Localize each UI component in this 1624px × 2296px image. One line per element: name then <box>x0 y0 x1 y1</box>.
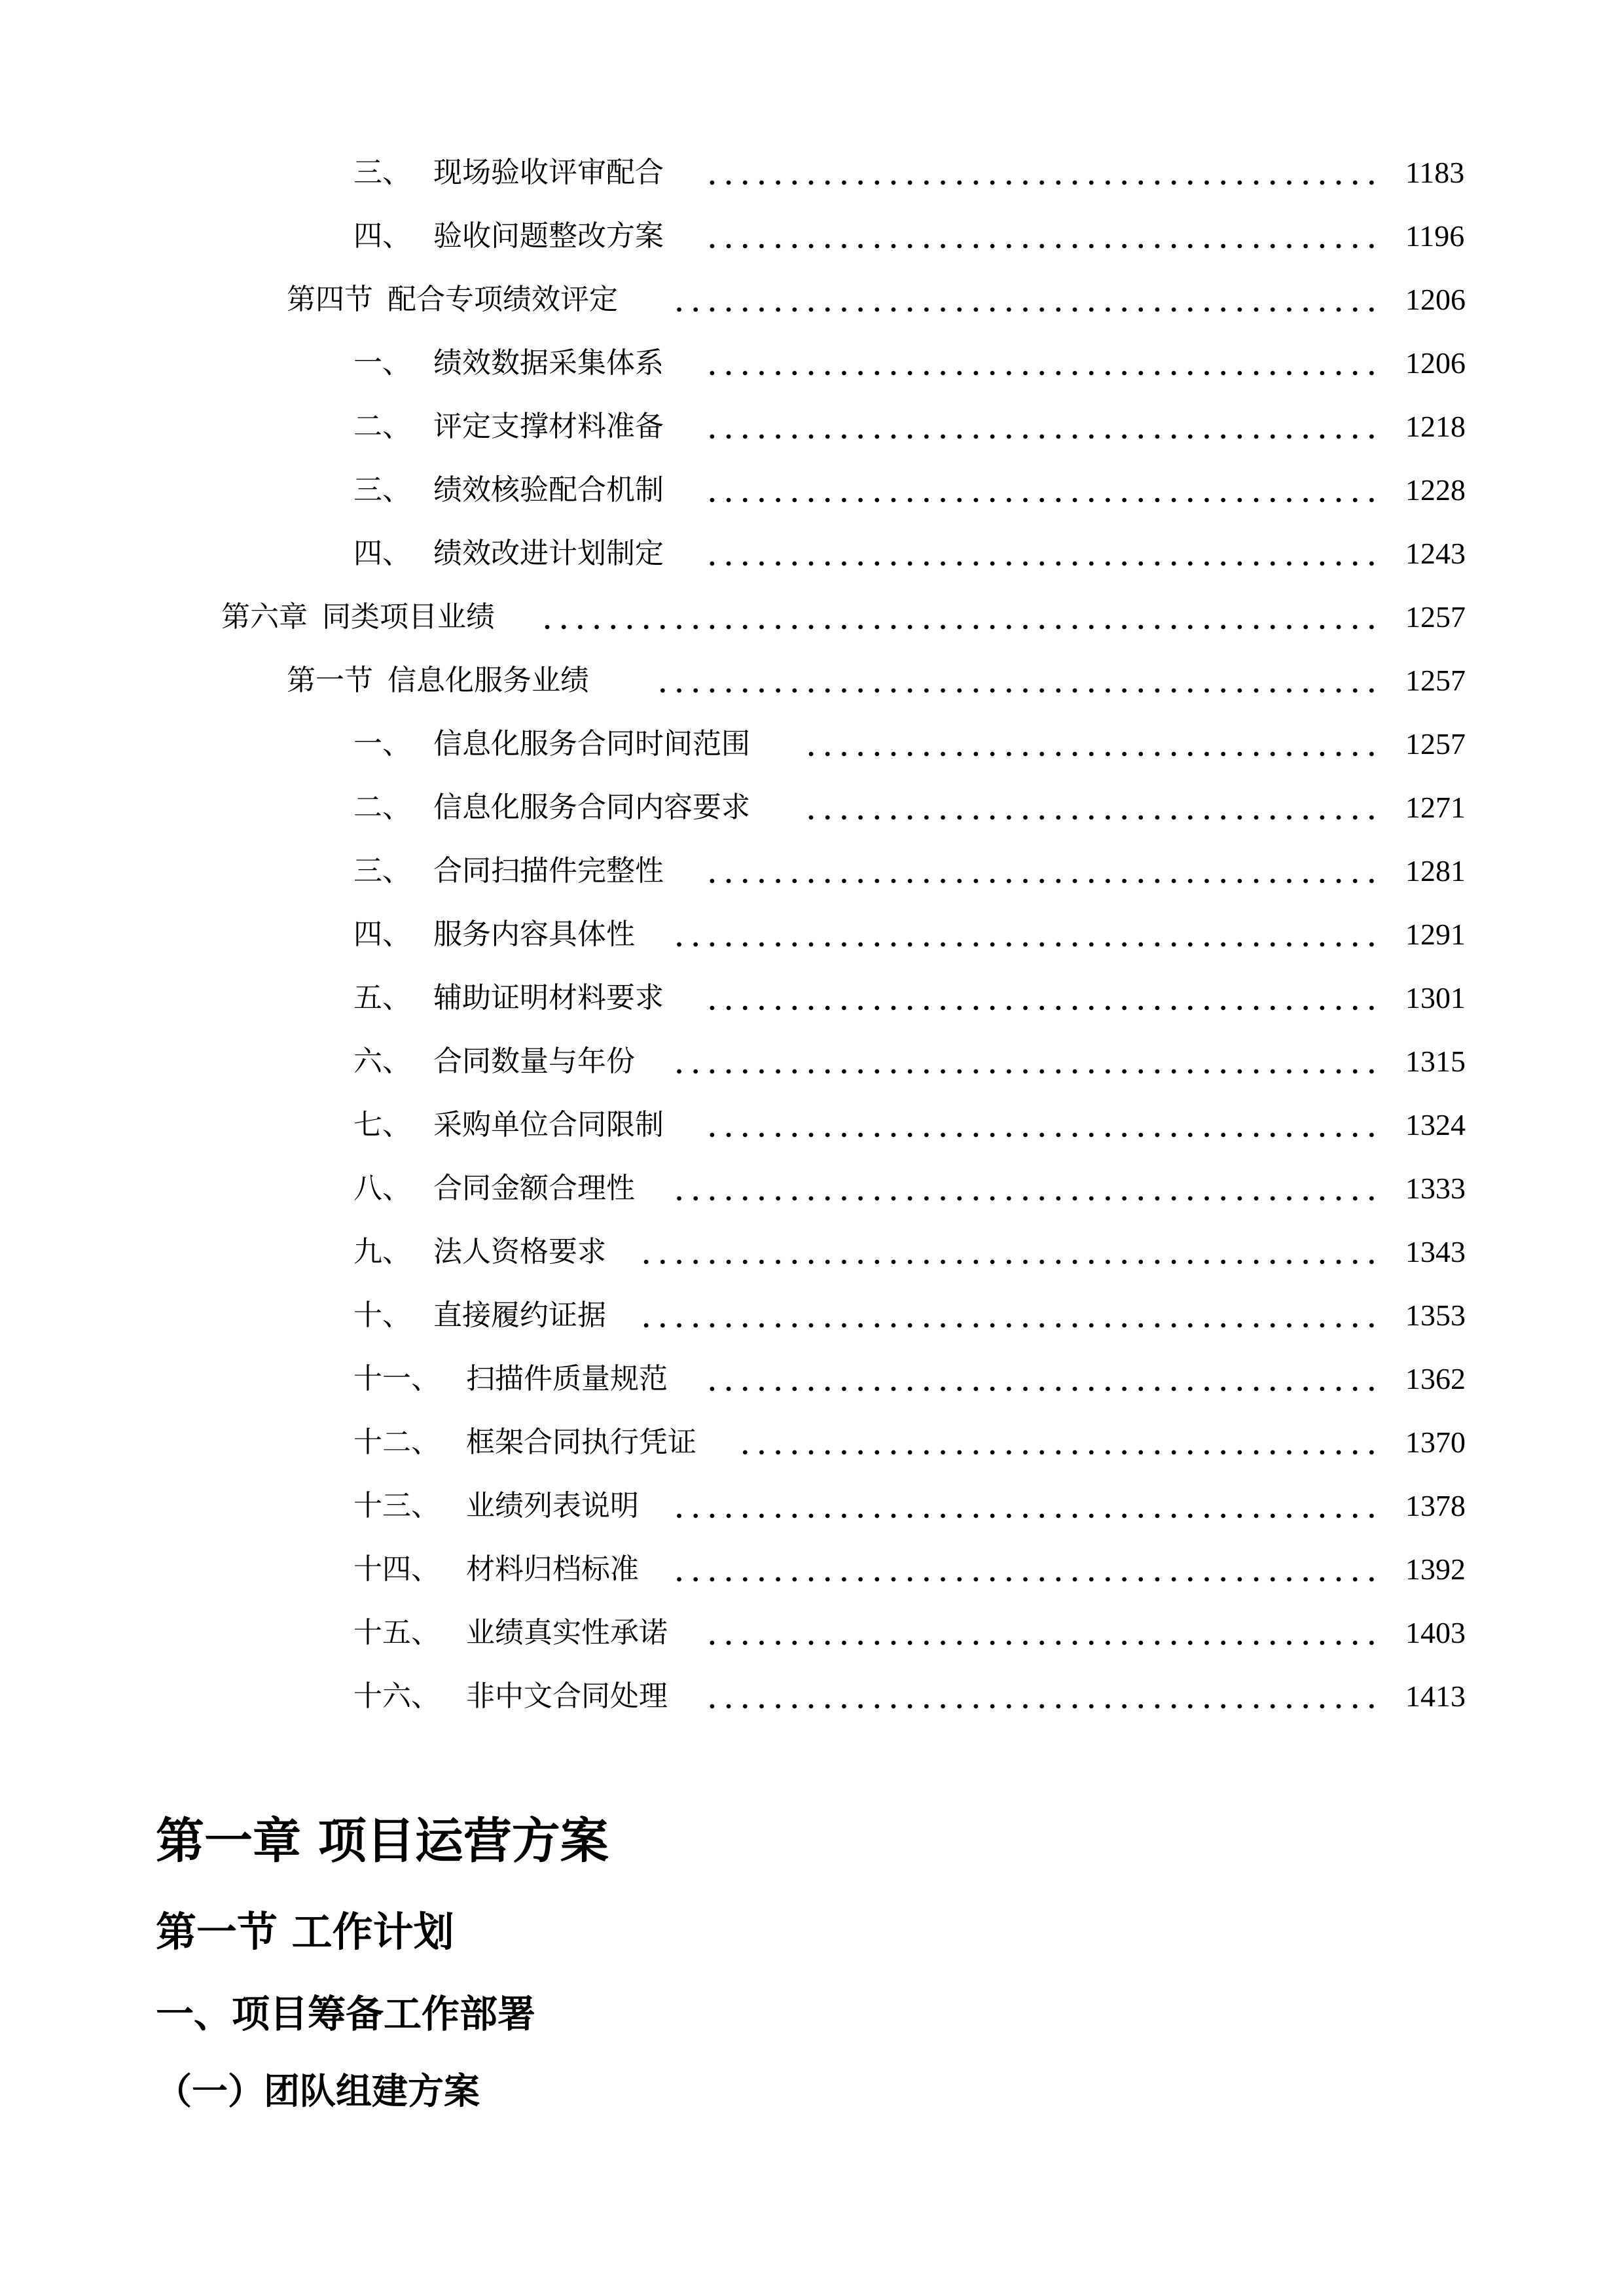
toc-entry-page: 1413 <box>1405 1679 1466 1713</box>
toc-entry-label <box>353 1427 696 1458</box>
toc-entry-title: 验收问题整改方案 <box>433 219 664 253</box>
toc-entry-title: 材料归档标准 <box>466 1552 639 1586</box>
toc-entry-label <box>353 792 750 823</box>
toc-entry-label <box>353 538 664 569</box>
toc-entry-label <box>353 1173 635 1204</box>
toc-entry[interactable] <box>0 538 1624 577</box>
toc-entry-title: 绩效核验配合机制 <box>433 473 664 507</box>
toc-entry-title: 现场验收评审配合 <box>433 156 664 189</box>
toc-entry-label <box>353 411 664 442</box>
toc-entry-number: 五、 <box>353 981 411 1014</box>
subsubsection-heading: （一）团队组建方案 <box>156 2070 480 2112</box>
toc-entry-page: 1206 <box>1405 283 1466 316</box>
dot-leader <box>706 370 1380 376</box>
dot-leader <box>673 941 1380 948</box>
toc-entry-page: 1243 <box>1405 537 1466 570</box>
toc-entry-page: 1281 <box>1405 854 1466 888</box>
toc-entry-label <box>353 1236 606 1268</box>
toc-entry-page: 1353 <box>1405 1299 1466 1332</box>
dot-leader <box>706 1703 1380 1710</box>
dot-leader <box>706 878 1380 884</box>
toc-entry-label <box>353 1046 635 1077</box>
toc-entry-title: 扫描件质量规范 <box>466 1362 668 1395</box>
toc-entry-page: 1343 <box>1405 1235 1466 1268</box>
toc-entry-page: 1324 <box>1405 1108 1466 1141</box>
toc-entry[interactable] <box>0 1300 1624 1339</box>
dot-leader <box>804 814 1380 821</box>
toc-entry-page: 1403 <box>1405 1616 1466 1649</box>
toc-entry[interactable] <box>0 284 1624 323</box>
toc-entry-page: 1291 <box>1405 918 1466 951</box>
toc-entry-number: 三、 <box>353 854 411 888</box>
toc-entry[interactable] <box>0 982 1624 1022</box>
dot-leader <box>673 1195 1380 1202</box>
toc-entry-title: 采购单位合同限制 <box>433 1108 664 1141</box>
toc-entry[interactable] <box>0 1617 1624 1657</box>
toc-entry-number: 十六、 <box>353 1679 440 1713</box>
toc-entry[interactable] <box>0 728 1624 768</box>
section-heading: 第一节 工作计划 <box>156 1908 454 1956</box>
toc-entry-number: 三、 <box>353 156 411 189</box>
toc-entry-number: 八、 <box>353 1172 411 1205</box>
toc-entry-label <box>353 475 664 506</box>
dot-leader <box>673 1513 1380 1519</box>
toc-entry-title: 合同数量与年份 <box>433 1045 635 1078</box>
dot-leader <box>673 306 1380 313</box>
toc-entry-page: 1315 <box>1405 1045 1466 1078</box>
toc-entry-label <box>353 1363 668 1395</box>
toc-entry-number: 九、 <box>353 1235 411 1268</box>
toc-entry-label <box>353 1681 668 1712</box>
toc-entry-title: 信息化服务业绩 <box>388 664 589 697</box>
toc-entry-number: 十、 <box>353 1299 411 1332</box>
toc-entry-title: 法人资格要求 <box>433 1235 606 1268</box>
toc-entry-number: 三、 <box>353 473 411 507</box>
toc-entry-page: 1196 <box>1405 219 1465 253</box>
toc-entry-label <box>353 1617 668 1649</box>
toc-entry-number: 二、 <box>353 791 411 824</box>
toc-entry[interactable] <box>0 919 1624 958</box>
toc-entry-title: 业绩真实性承诺 <box>466 1616 668 1649</box>
toc-entry-page: 1257 <box>1405 727 1466 761</box>
dot-leader <box>804 751 1380 757</box>
toc-entry-page: 1218 <box>1405 410 1466 443</box>
dot-leader <box>657 687 1380 694</box>
toc-entry[interactable] <box>0 601 1624 641</box>
toc-entry-label <box>353 1109 664 1141</box>
toc-entry-label <box>287 284 618 315</box>
toc-entry[interactable] <box>0 1236 1624 1276</box>
toc-entry-title: 绩效数据采集体系 <box>433 346 664 380</box>
toc-entry-number: 四、 <box>353 918 411 951</box>
toc-entry[interactable] <box>0 157 1624 196</box>
toc-entry-title: 评定支撑材料准备 <box>433 410 664 443</box>
dot-leader <box>706 1386 1380 1392</box>
dot-leader <box>673 1576 1380 1583</box>
dot-leader <box>706 497 1380 503</box>
toc-entry[interactable] <box>0 1363 1624 1403</box>
toc-entry-label <box>287 665 589 696</box>
dot-leader <box>706 243 1380 249</box>
toc-entry-page: 1228 <box>1405 473 1466 507</box>
toc-entry-page: 1206 <box>1405 346 1466 380</box>
toc-entry[interactable] <box>0 1109 1624 1149</box>
toc-entry-number: 十二、 <box>353 1426 440 1459</box>
toc-entry-page: 1333 <box>1405 1172 1466 1205</box>
toc-entry[interactable] <box>0 1046 1624 1085</box>
toc-entry-number: 十五、 <box>353 1616 440 1649</box>
toc-entry-number: 十一、 <box>353 1362 440 1395</box>
toc-entry-page: 1378 <box>1405 1489 1466 1522</box>
toc-entry-title: 辅助证明材料要求 <box>433 981 664 1014</box>
toc-entry-label <box>353 1300 606 1331</box>
dot-leader <box>706 433 1380 440</box>
toc-entry-page: 1301 <box>1405 981 1466 1014</box>
toc-entry-title: 非中文合同处理 <box>466 1679 668 1713</box>
toc-entry[interactable] <box>0 1427 1624 1466</box>
toc-entry-title: 服务内容具体性 <box>433 918 635 951</box>
toc-entry-page: 1257 <box>1405 664 1466 697</box>
toc-entry-number: 第四节 <box>287 283 373 316</box>
toc-entry-number: 四、 <box>353 537 411 570</box>
toc-entry-title: 信息化服务合同内容要求 <box>433 791 750 824</box>
toc-entry-label <box>353 1490 639 1522</box>
toc-entry[interactable] <box>0 221 1624 260</box>
toc-entry-title: 合同扫描件完整性 <box>433 854 664 888</box>
dot-leader <box>673 1068 1380 1075</box>
dot-leader <box>706 1640 1380 1646</box>
toc-entry[interactable] <box>0 1490 1624 1530</box>
toc-entry-page: 1257 <box>1405 600 1466 634</box>
toc-entry-title: 合同金额合理性 <box>433 1172 635 1205</box>
toc-entry-page: 1271 <box>1405 791 1466 824</box>
toc-entry-number: 二、 <box>353 410 411 443</box>
dot-leader <box>542 624 1380 630</box>
toc-entry[interactable] <box>0 665 1624 704</box>
dot-leader <box>706 179 1380 186</box>
toc-entry-label <box>353 919 635 950</box>
toc-entry[interactable] <box>0 1554 1624 1593</box>
toc-entry-title: 同类项目业绩 <box>322 600 495 634</box>
toc-entry-number: 一、 <box>353 346 411 380</box>
toc-entry-title: 直接履约证据 <box>433 1299 606 1332</box>
toc-entry-label <box>353 982 664 1014</box>
dot-leader <box>706 1005 1380 1011</box>
toc-entry[interactable] <box>0 792 1624 831</box>
toc-entry-label <box>221 601 495 633</box>
toc-entry-number: 一、 <box>353 727 411 761</box>
toc-entry-number: 第六章 <box>221 600 308 634</box>
toc-entry-page: 1370 <box>1405 1426 1466 1459</box>
toc-entry-number: 四、 <box>353 219 411 253</box>
toc-entry-number: 六、 <box>353 1045 411 1078</box>
toc-entry-page: 1392 <box>1405 1552 1466 1586</box>
toc-entry[interactable] <box>0 475 1624 514</box>
toc-entry[interactable] <box>0 1681 1624 1720</box>
toc-entry-title: 业绩列表说明 <box>466 1489 639 1522</box>
toc-entry-number: 七、 <box>353 1108 411 1141</box>
toc-entry-label <box>353 1554 639 1585</box>
dot-leader <box>706 560 1380 567</box>
toc-entry-title: 绩效改进计划制定 <box>433 537 664 570</box>
toc-entry-page: 1362 <box>1405 1362 1466 1395</box>
toc-entry-number: 十三、 <box>353 1489 440 1522</box>
toc-entry-label <box>353 221 664 252</box>
toc-entry-title: 框架合同执行凭证 <box>466 1426 696 1459</box>
toc-entry-number: 十四、 <box>353 1552 440 1586</box>
dot-leader <box>738 1449 1380 1456</box>
dot-leader <box>640 1322 1380 1329</box>
subsection-heading: 一、项目筹备工作部署 <box>156 1992 536 2036</box>
toc-entry[interactable] <box>0 411 1624 450</box>
toc-entry[interactable] <box>0 348 1624 387</box>
toc-entry-title: 信息化服务合同时间范围 <box>433 727 750 761</box>
toc-entry-page: 1183 <box>1405 156 1465 189</box>
dot-leader <box>706 1132 1380 1138</box>
toc-entry-label <box>353 728 750 760</box>
toc-entry-label <box>353 855 664 887</box>
chapter-heading: 第一章 项目运营方案 <box>156 1813 609 1869</box>
dot-leader <box>640 1259 1380 1265</box>
toc-entry-label <box>353 157 664 188</box>
toc-entry-title: 配合专项绩效评定 <box>388 283 618 316</box>
toc-entry-label <box>353 348 664 379</box>
toc-entry-number: 第一节 <box>287 664 373 697</box>
toc-entry[interactable] <box>0 1173 1624 1212</box>
toc-entry[interactable] <box>0 855 1624 895</box>
